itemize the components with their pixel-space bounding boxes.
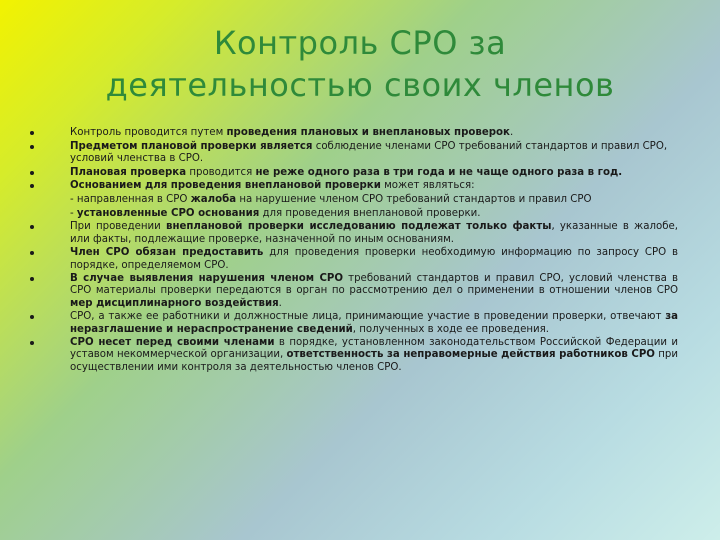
bullet-item	[24, 273, 678, 310]
bullet-dot-icon	[30, 225, 34, 229]
bullet-item	[24, 221, 678, 245]
bullet-item	[24, 180, 678, 192]
bullet-dot-icon	[30, 145, 34, 149]
bullet-text-bold: жалоба	[190, 194, 237, 206]
bullet-text-bold: В случае выявления нарушения членом СРО	[70, 273, 344, 285]
bullet-text: - направленная в СРО	[70, 194, 191, 206]
bullet-item	[24, 167, 678, 179]
bullet-dot-icon	[30, 251, 34, 255]
bullet-text: .	[509, 127, 514, 138]
bullet-text: -	[70, 207, 77, 219]
bullet-item	[24, 337, 678, 374]
bullet-text-bold: ответственность за неправомерные действия работников СРО	[286, 349, 655, 361]
bullet-dot-icon	[30, 171, 34, 175]
bullet-text-bold: Плановая проверка	[70, 166, 187, 178]
bullet-text: При проведении	[70, 221, 166, 233]
bullet-text-bold: мер дисциплинарного воздействия	[70, 297, 279, 309]
bullet-item	[24, 247, 678, 271]
bullet-dot-icon	[30, 277, 34, 281]
bullet-text: для проведения проверки необходимую информацию по запросу СРО в порядке, определяемом СРО.	[70, 247, 678, 271]
bullet-text-bold: СРО несет перед своими членами	[70, 337, 275, 349]
slide-title	[0, 22, 720, 106]
bullet-text: при осуществлении ими контроля за деятельностью членов СРО.	[70, 349, 678, 373]
slide-title-line-2: деятельностью своих членов	[105, 66, 615, 104]
bullet-list	[24, 127, 678, 375]
bullet-text-bold: не реже одного раза в три года и не чаще одного раза в год.	[255, 166, 623, 178]
bullet-text: проводится	[186, 166, 256, 178]
bullet-item	[24, 194, 678, 206]
bullet-text: , указанные в жалобе, или факты, подлежащие проверке, назначенной по иным основаниям.	[70, 221, 678, 245]
bullet-item	[24, 127, 678, 139]
bullet-item	[24, 208, 678, 220]
bullet-text-bold: Член СРО обязан предоставить	[70, 247, 264, 259]
bullet-item	[24, 141, 678, 165]
bullet-text-bold: внеплановой проверки исследованию подлежат только факты	[166, 221, 552, 233]
bullet-text-bold: проведения плановых и внеплановых проверок	[226, 127, 510, 138]
bullet-dot-icon	[30, 315, 34, 319]
bullet-text-bold: Основанием для проведения внеплановой проверки	[70, 180, 381, 192]
bullet-dot-icon	[30, 131, 34, 135]
bullet-text: Контроль проводится путем	[70, 127, 227, 138]
bullet-dot-icon	[30, 184, 34, 188]
bullet-text-bold: Предметом плановой проверки является	[70, 140, 313, 152]
bullet-text: , полученных в ходе ее проведения.	[352, 323, 550, 335]
bullet-text: СРО, а также ее работники и должностные лица, принимающие участие в проведении проверки, отвечают	[70, 311, 666, 323]
bullet-text: в порядке, установленном законодательством Российской Федерации и уставом некоммерческой организации,	[70, 337, 678, 361]
bullet-text: требований стандартов и правил СРО, условий членства в СРО материалы проверки передаются в орган по рассмотрению дел о применении в отношении членов СРО	[70, 273, 678, 297]
bullet-text: .	[278, 297, 282, 309]
bullet-text-bold: за неразглашение и нераспространение сведений	[70, 311, 678, 335]
bullet-text: для проведения внеплановой проверки.	[259, 207, 481, 219]
slide-title-line-1: Контроль СРО за	[213, 24, 507, 62]
bullet-text: на нарушение членом СРО требований стандартов и правил СРО	[236, 194, 592, 206]
bullet-text: может являться:	[380, 180, 475, 192]
bullet-text: соблюдение членами СРО требований стандартов и правил СРО, условий членства в СРО.	[70, 140, 668, 164]
bullet-text-bold: установленные СРО основания	[76, 207, 260, 219]
bullet-dot-icon	[30, 341, 34, 345]
bullet-item	[24, 311, 678, 335]
